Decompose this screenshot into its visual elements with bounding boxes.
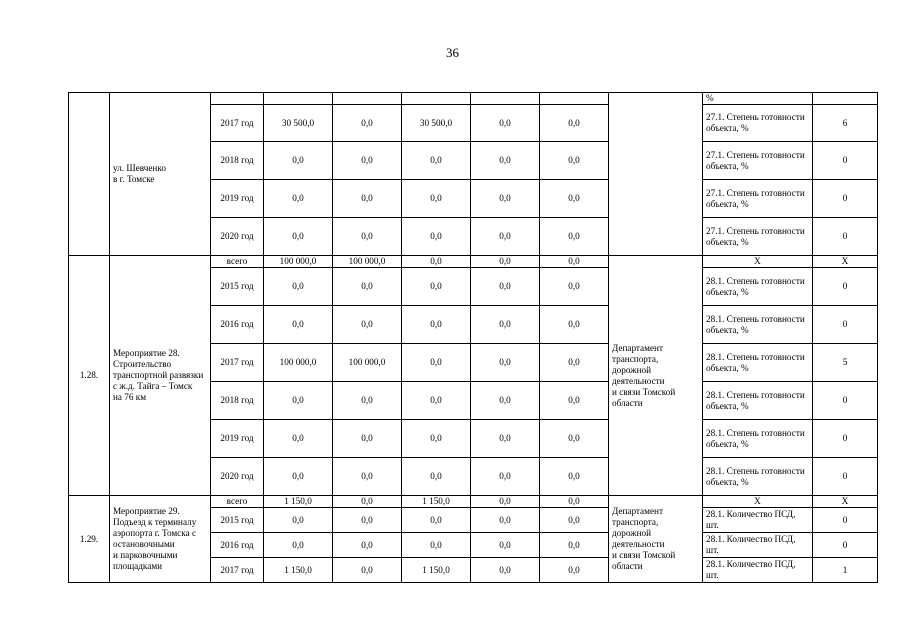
indicator-value: 0 <box>813 268 878 306</box>
local-cell: 0,0 <box>471 344 540 382</box>
item-name-line: и парковочными площадками <box>113 550 178 571</box>
total-cell: 1 150,0 <box>264 496 333 508</box>
year-cell: 2017 год <box>211 558 264 583</box>
item-number <box>69 93 110 256</box>
indicator-cell: 28.1. Степень готовности объекта, % <box>703 382 813 420</box>
year-cell: всего <box>211 256 264 268</box>
item-name-line: Подъезд к терминалу аэропорта г. Томска с остановочными <box>113 517 197 549</box>
indicator-value: 0 <box>813 218 878 256</box>
item-name <box>110 93 211 256</box>
extra-cell: 0,0 <box>540 458 609 496</box>
federal-cell: 0,0 <box>333 180 402 218</box>
indicator-value: 0 <box>813 142 878 180</box>
federal-cell: 0,0 <box>333 458 402 496</box>
year-cell: всего <box>211 496 264 508</box>
extra-cell: 0,0 <box>540 558 609 583</box>
local-cell: 0,0 <box>471 105 540 142</box>
indicator-cell: 28.1. Количество ПСД, шт. <box>703 508 813 533</box>
regional-cell: 0,0 <box>402 508 471 533</box>
year-cell: 2019 год <box>211 180 264 218</box>
total-cell: 30 500,0 <box>264 105 333 142</box>
item-number: 1.28. <box>69 256 110 496</box>
extra-cell: 0,0 <box>540 268 609 306</box>
total-cell: 0,0 <box>264 268 333 306</box>
indicator-value: 5 <box>813 344 878 382</box>
responsible-dept <box>609 496 703 583</box>
table-row <box>69 93 878 105</box>
dept-line: Департамент транспорта, дорожной деятельности <box>612 342 665 386</box>
indicator-value: 0 <box>813 180 878 218</box>
total-cell: 0,0 <box>264 382 333 420</box>
indicator-value: 1 <box>813 558 878 583</box>
item-name-line: Мероприятие 29. <box>113 506 180 516</box>
regional-cell: 0,0 <box>402 420 471 458</box>
extra-cell: 0,0 <box>540 420 609 458</box>
regional-cell: 0,0 <box>402 533 471 558</box>
total-cell: 0,0 <box>264 306 333 344</box>
local-cell: 0,0 <box>471 306 540 344</box>
item-name-line: Мероприятие 28. <box>113 348 180 358</box>
federal-cell: 0,0 <box>333 218 402 256</box>
indicator-value: 0 <box>813 533 878 558</box>
indicator-cell: Х <box>703 496 813 508</box>
dept-line: и связи Томской области <box>612 550 676 571</box>
total-cell: 0,0 <box>264 142 333 180</box>
regional-cell: 0,0 <box>402 306 471 344</box>
total-cell: 1 150,0 <box>264 558 333 583</box>
total-cell: 0,0 <box>264 180 333 218</box>
year-cell: 2018 год <box>211 382 264 420</box>
indicator-value: 0 <box>813 306 878 344</box>
local-cell: 0,0 <box>471 142 540 180</box>
item-number: 1.29. <box>69 496 110 583</box>
indicator-cell: 27.1. Степень готовности объекта, % <box>703 105 813 142</box>
year-cell: 2017 год <box>211 105 264 142</box>
total-cell: 100 000,0 <box>264 256 333 268</box>
indicator-cell: 27.1. Степень готовности объекта, % <box>703 218 813 256</box>
indicator-value: Х <box>813 496 878 508</box>
regional-cell: 0,0 <box>402 268 471 306</box>
total-cell: 0,0 <box>264 420 333 458</box>
extra-cell: 0,0 <box>540 256 609 268</box>
item-name <box>110 496 211 583</box>
indicator-cell: 28.1. Степень готовности объекта, % <box>703 420 813 458</box>
extra-cell: 0,0 <box>540 496 609 508</box>
year-cell: 2017 год <box>211 344 264 382</box>
local-cell: 0,0 <box>471 218 540 256</box>
indicator-cell: 28.1. Количество ПСД, шт. <box>703 533 813 558</box>
federal-cell: 0,0 <box>333 533 402 558</box>
federal-cell: 0,0 <box>333 496 402 508</box>
indicator-value: 6 <box>813 105 878 142</box>
extra-cell: 0,0 <box>540 142 609 180</box>
indicator-value: 0 <box>813 458 878 496</box>
regional-cell: 30 500,0 <box>402 105 471 142</box>
year-cell: 2020 год <box>211 458 264 496</box>
local-cell: 0,0 <box>471 533 540 558</box>
extra-cell: 0,0 <box>540 306 609 344</box>
local-cell: 0,0 <box>471 508 540 533</box>
indicator-value: 0 <box>813 508 878 533</box>
local-cell: 0,0 <box>471 180 540 218</box>
total-cell: 0,0 <box>264 218 333 256</box>
regional-cell: 0,0 <box>402 142 471 180</box>
regional-cell: 0,0 <box>402 218 471 256</box>
total-cell: 100 000,0 <box>264 344 333 382</box>
federal-cell: 0,0 <box>333 382 402 420</box>
regional-cell: 0,0 <box>402 382 471 420</box>
year-cell: 2016 год <box>211 306 264 344</box>
total-cell: 0,0 <box>264 533 333 558</box>
regional-cell: 0,0 <box>402 344 471 382</box>
total-cell: 0,0 <box>264 508 333 533</box>
regional-cell: 0,0 <box>402 180 471 218</box>
indicator-cell: 28.1. Степень готовности объекта, % <box>703 344 813 382</box>
extra-cell: 0,0 <box>540 180 609 218</box>
indicator-cell: 27.1. Степень готовности объекта, % <box>703 142 813 180</box>
regional-cell: 0,0 <box>402 256 471 268</box>
extra-cell: 0,0 <box>540 218 609 256</box>
dept-line: Департамент транспорта, дорожной деятельности <box>612 506 665 549</box>
federal-cell: 0,0 <box>333 558 402 583</box>
indicator-cell: 28.1. Степень готовности объекта, % <box>703 268 813 306</box>
item-name-line: на 76 км <box>113 392 147 402</box>
indicator-cell: 28.1. Количество ПСД, шт. <box>703 558 813 583</box>
local-cell: 0,0 <box>471 268 540 306</box>
program-table <box>68 92 878 583</box>
extra-cell: 0,0 <box>540 508 609 533</box>
indicator-cell: 27.1. Степень готовности объекта, % <box>703 180 813 218</box>
extra-cell: 0,0 <box>540 105 609 142</box>
year-cell: 2019 год <box>211 420 264 458</box>
local-cell: 0,0 <box>471 382 540 420</box>
regional-cell: 0,0 <box>402 458 471 496</box>
year-cell: 2015 год <box>211 508 264 533</box>
dept-line: и связи Томской области <box>612 386 676 408</box>
indicator-cell: % <box>703 93 813 105</box>
federal-cell: 0,0 <box>333 268 402 306</box>
local-cell: 0,0 <box>471 256 540 268</box>
responsible-dept <box>609 256 703 496</box>
year-cell: 2020 год <box>211 218 264 256</box>
indicator-value: Х <box>813 256 878 268</box>
total-cell: 0,0 <box>264 458 333 496</box>
year-cell: 2018 год <box>211 142 264 180</box>
responsible-dept <box>609 93 703 256</box>
item-name-line: Строительство транспортной развязки с ж.д. Тайга – Томск <box>113 359 204 391</box>
regional-cell: 1 150,0 <box>402 558 471 583</box>
item-name-line: в г. Томске <box>113 174 155 184</box>
local-cell: 0,0 <box>471 496 540 508</box>
item-name <box>110 256 211 496</box>
federal-cell: 0,0 <box>333 142 402 180</box>
indicator-value: 0 <box>813 382 878 420</box>
table-row <box>69 256 878 268</box>
indicator-cell: Х <box>703 256 813 268</box>
federal-cell: 0,0 <box>333 420 402 458</box>
extra-cell: 0,0 <box>540 344 609 382</box>
federal-cell: 0,0 <box>333 508 402 533</box>
year-cell: 2015 год <box>211 268 264 306</box>
federal-cell: 0,0 <box>333 306 402 344</box>
extra-cell: 0,0 <box>540 533 609 558</box>
year-cell: 2016 год <box>211 533 264 558</box>
local-cell: 0,0 <box>471 458 540 496</box>
indicator-cell: 28.1. Степень готовности объекта, % <box>703 306 813 344</box>
item-name-line: ул. Шевченко <box>113 163 166 173</box>
table-row <box>69 496 878 508</box>
local-cell: 0,0 <box>471 420 540 458</box>
indicator-value: 0 <box>813 420 878 458</box>
local-cell: 0,0 <box>471 558 540 583</box>
regional-cell: 1 150,0 <box>402 496 471 508</box>
page-number: 36 <box>446 45 459 60</box>
extra-cell: 0,0 <box>540 382 609 420</box>
federal-cell: 100 000,0 <box>333 344 402 382</box>
indicator-cell: 28.1. Степень готовности объекта, % <box>703 458 813 496</box>
federal-cell: 0,0 <box>333 105 402 142</box>
federal-cell: 100 000,0 <box>333 256 402 268</box>
